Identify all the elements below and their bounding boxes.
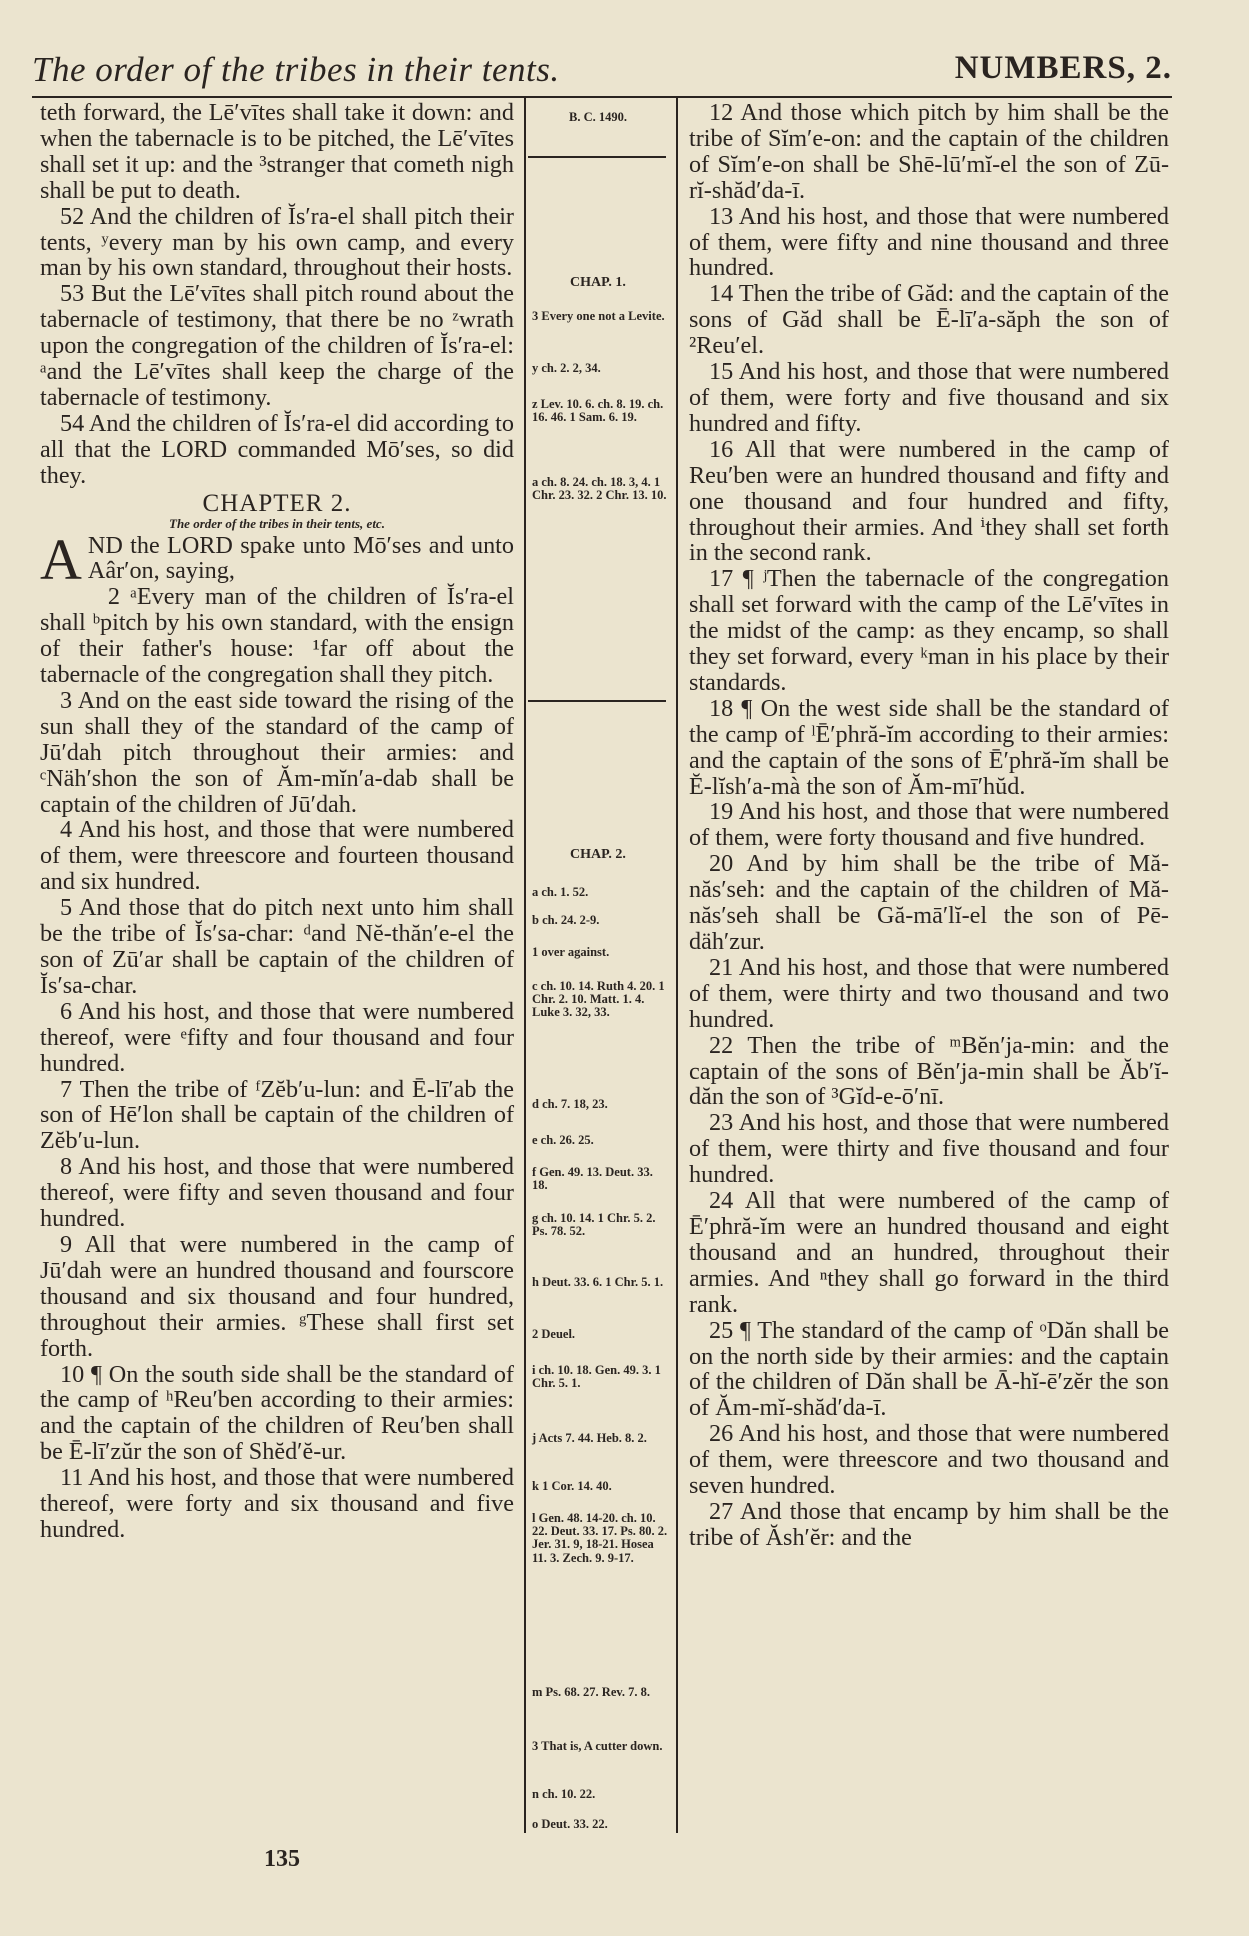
verse-26: 26 And his host, and those that were numbered of them, were threescore and two thousand and seven hundred. bbox=[689, 1420, 1169, 1500]
cross-reference: l Gen. 48. 14-20. ch. 10. 22. Deut. 33. 17. Ps. 80. 2. Jer. 31. 9, 18-21. Hosea 11. 3. Zech. 9. 9-17. bbox=[532, 1511, 668, 1565]
cross-reference: g ch. 10. 14. 1 Chr. 5. 2. Ps. 78. 52. bbox=[532, 1211, 656, 1239]
verse-1: ND the LORD spake unto Mō′ses and unto Aâr′on, saying, bbox=[87, 531, 514, 585]
verse-10: 10 ¶ On the south side shall be the standard of the camp of ʰReu′ben according to their armies: and the captain of the children of Reu′ben shall be Ē-lī′zŭr the son of Shĕd′ĕ-ur. bbox=[40, 1360, 514, 1466]
cross-reference: 3 That is, A cutter down. bbox=[532, 1739, 663, 1753]
cross-reference: z Lev. 10. 6. ch. 8. 19. ch. 16. 46. 1 Sam. 6. 19. bbox=[532, 397, 664, 425]
verse-17: 17 ¶ ʲThen the tabernacle of the congregation shall set forward with the camp of the Lē′vītes in the midst of the camp: as they encamp, so shall they set forward, every ᵏman in his place by their standards. bbox=[689, 565, 1169, 696]
verse-22: 22 Then the tribe of ᵐBĕn′ja-min: and the captain of the sons of Bĕn′ja-min shall be Ăb′ĭ-dăn the son of ³Gĭd-e-ō′nī. bbox=[689, 1031, 1169, 1111]
header-rule bbox=[32, 96, 1172, 98]
verse-21: 21 And his host, and those that were numbered of them, were thirty and two thousand and two hundred. bbox=[689, 953, 1169, 1033]
verse-16: 16 All that were numbered in the camp of Reu′ben were an hundred thousand and fifty and one thousand and four hundred and fifty, throughout their armies. And ⁱthey shall set forth in the second rank. bbox=[689, 435, 1169, 567]
verse-25: 25 ¶ The standard of the camp of ᵒDăn shall be on the north side by their armies: and the captain of the children of Dăn shall be Ā-hĭ-ē′zĕr the son of Ăm-mĭ-shăd′da-ī. bbox=[689, 1316, 1169, 1422]
cross-reference: n ch. 10. 22. bbox=[532, 1787, 596, 1801]
cross-reference: d ch. 7. 18, 23. bbox=[532, 1097, 608, 1111]
verse-5: 5 And those that do pitch next unto him shall be the tribe of Ĭs′sa-char: ᵈand Nĕ-thăn′e-el the son of Zū′ar shall be captain of the children of Ĭs′sa-char. bbox=[40, 894, 514, 999]
right-column bbox=[689, 100, 1169, 1551]
verse-13: 13 And his host, and those that were numbered of them, were fifty and nine thousand and three hundred. bbox=[689, 202, 1169, 282]
cross-reference: a ch. 1. 52. bbox=[532, 885, 589, 899]
verse-2: 2 ᵃEvery man of the children of Ĭs′ra-el shall ᵇpitch by his own standard, with the ensign of their father's house: ¹far off about the tabernacle of the congregation shall they pitch. bbox=[40, 583, 514, 689]
verse-3: 3 And on the east side toward the rising of the sun shall they of the standard of the camp of Jū′dah pitch throughout their armies: and ᶜNäh′shon the son of Ăm-mĭn′a-dab shall be captain of the children of Jū′dah. bbox=[40, 686, 514, 818]
verse-53: 53 But the Lē′vītes shall pitch round about the tabernacle of testimony, that there be no ᶻwrath upon the congregation of the children of Ĭs′ra-el: ᵃand the Lē′vītes shall keep the charge of the tabernacle of testimony. bbox=[40, 280, 514, 411]
reference-column bbox=[528, 100, 668, 1831]
running-header bbox=[32, 44, 1172, 94]
verse-6: 6 And his host, and those that were numbered thereof, were ᵉfifty and four thousand and four hundred. bbox=[40, 997, 514, 1077]
verse-9: 9 All that were numbered in the camp of Jū′dah were an hundred thousand and fourscore thousand and six thousand and four hundred, throughout their armies. ᵍThese shall first set forth. bbox=[40, 1230, 514, 1362]
verse-19: 19 And his host, and those that were numbered of them, were forty thousand and five hundred. bbox=[689, 798, 1169, 852]
left-column bbox=[40, 100, 514, 1543]
reference-chap1-label: CHAP. 1. bbox=[570, 275, 626, 290]
verse-24: 24 All that were numbered of the camp of Ē′phră-ĭm were an hundred thousand and eight thousand and an hundred, throughout their armies. And ⁿthey shall go forward in the third rank. bbox=[689, 1187, 1169, 1318]
verse-54: 54 And the children of Ĭs′ra-el did according to all that the LORD commanded Mō′ses, so did they. bbox=[40, 409, 514, 489]
reference-chap2-label: CHAP. 2. bbox=[570, 847, 626, 862]
cross-reference: e ch. 26. 25. bbox=[532, 1133, 594, 1147]
cross-reference: h Deut. 33. 6. 1 Chr. 5. 1. bbox=[532, 1275, 664, 1289]
verse-4: 4 And his host, and those that were numbered of them, were threescore and fourteen thousand and six hundred. bbox=[40, 816, 514, 896]
verse-23: 23 And his host, and those that were numbered of them, were thirty and five thousand and four hundred. bbox=[689, 1109, 1169, 1189]
cross-reference: m Ps. 68. 27. Rev. 7. 8. bbox=[532, 1685, 651, 1699]
column-divider-left bbox=[524, 98, 526, 1833]
verse-51-continued: teth forward, the Lē′vītes shall take it down: and when the tabernacle is to be pitched, the Lē′vītes shall set it up: and the ³stranger that cometh nigh shall be put to death. bbox=[40, 99, 514, 204]
verse-11: 11 And his host, and those that were numbered thereof, were forty and six thousand and five hundred. bbox=[40, 1464, 514, 1543]
drop-cap: A bbox=[40, 526, 82, 592]
cross-reference: b ch. 24. 2-9. bbox=[532, 913, 600, 927]
cross-reference: k 1 Cor. 14. 40. bbox=[532, 1479, 612, 1493]
verse-20: 20 And by him shall be the tribe of Mă-năs′seh: and the captain of the children of Mă-năs′seh shall be Gă-mā′lĭ-el the son of Pē-däh′zur. bbox=[689, 850, 1169, 955]
verse-8: 8 And his host, and those that were numbered thereof, were fifty and seven thousand and four hundred. bbox=[40, 1153, 514, 1233]
verse-27: 27 And those that encamp by him shall be the tribe of Ăsh′ĕr: and the bbox=[689, 1497, 1169, 1551]
verse-18: 18 ¶ On the west side shall be the standard of the camp of ˡĒ′phră-ĭm according to their armies: and the captain of the sons of Ē′phră-ĭm shall be Ĕ-lĭsh′a-mà the son of Ăm-mī′hŭd. bbox=[689, 694, 1169, 800]
verse-14: 14 Then the tribe of Găd: and the captain of the sons of Găd shall be Ē-lī′a-săph the son of ²Reu′el. bbox=[689, 280, 1169, 360]
cross-reference: f Gen. 49. 13. Deut. 33. 18. bbox=[532, 1165, 653, 1193]
cross-reference: a ch. 8. 24. ch. 18. 3, 4. 1 Chr. 23. 32. 2 Chr. 13. 10. bbox=[532, 475, 667, 503]
header-title: The order of the tribes in their tents. bbox=[32, 50, 560, 89]
reference-rule-2 bbox=[528, 700, 666, 702]
column-divider-right bbox=[676, 98, 678, 1833]
cross-reference: y ch. 2. 2, 34. bbox=[532, 361, 601, 375]
date-note: B. C. 1490. bbox=[569, 110, 627, 124]
cross-reference: 1 over against. bbox=[532, 945, 610, 959]
cross-reference: j Acts 7. 44. Heb. 8. 2. bbox=[532, 1431, 647, 1445]
cross-reference: i ch. 10. 18. Gen. 49. 3. 1 Chr. 5. 1. bbox=[532, 1363, 661, 1391]
chapter-heading: CHAPTER 2. bbox=[202, 489, 352, 517]
cross-reference: c ch. 10. 14. Ruth 4. 20. 1 Chr. 2. 10. Matt. 1. 4. Luke 3. 32, 33. bbox=[532, 979, 665, 1020]
chapter-summary: The order of the tribes in their tents, etc. bbox=[169, 515, 385, 531]
cross-reference: 2 Deuel. bbox=[532, 1327, 576, 1341]
verse-15: 15 And his host, and those that were numbered of them, were forty and five thousand and six hundred and fifty. bbox=[689, 358, 1169, 437]
cross-reference: o Deut. 33. 22. bbox=[532, 1817, 608, 1831]
cross-reference: 3 Every one not a Levite. bbox=[532, 309, 665, 323]
header-book-chapter: NUMBERS, 2. bbox=[954, 50, 1172, 86]
page-number: 135 bbox=[264, 1846, 300, 1872]
reference-rule-1 bbox=[528, 156, 666, 158]
verse-7: 7 Then the tribe of ᶠZĕb′u-lun: and Ē-lī′ab the son of Hē′lon shall be captain of the children of Zĕb′u-lun. bbox=[40, 1075, 514, 1155]
verse-52: 52 And the children of Ĭs′ra-el shall pitch their tents, ʸevery man by his own camp, and every man by his own standard, throughout their hosts. bbox=[40, 202, 514, 282]
verse-12: 12 And those which pitch by him shall be the tribe of Sĭm′e-on: and the captain of the children of Sĭm′e-on shall be Shē-lū′mĭ-el the son of Zū-rĭ-shăd′da-ī. bbox=[689, 99, 1169, 204]
